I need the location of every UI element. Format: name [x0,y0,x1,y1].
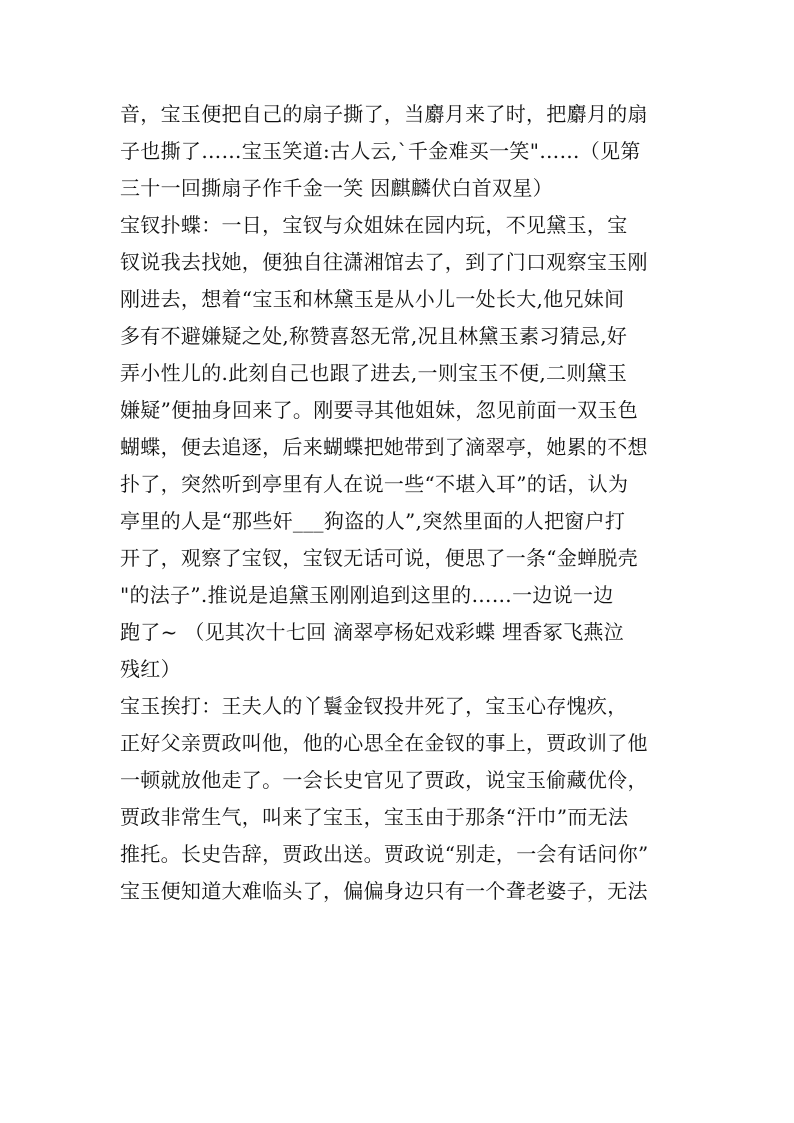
text-line: 推托。长史告辞，贾政出送。贾政说“别走，一会有话问你” [120,842,649,866]
text-line: 子也撕了……宝玉笑道:古人云,`千金难买一笑"……（见第 [120,139,641,163]
text-line: 钗说我去找她，便独自往潇湘馆去了，到了门口观察宝玉刚 [120,250,648,274]
text-line: 蝴蝶，便去追逐，后来蝴蝶把她带到了滴翠亭，她累的不想 [120,435,648,459]
text-line: 开了，观察了宝钗，宝钗无话可说，便思了一条“金蝉脱壳 [120,546,639,570]
text-line: 贾政非常生气，叫来了宝玉，宝玉由于那条“汗巾”而无法 [120,805,629,829]
text-line: 扑了，突然听到亭里有人在说一些“不堪入耳”的话，认为 [120,472,629,496]
text-line: 残红） [120,657,181,681]
text-line: 宝玉挨打：王夫人的丫鬟金钗投井死了，宝玉心存愧疚， [120,694,628,718]
text-line: 弄小性儿的.此刻自己也跟了进去,一则宝玉不便,二则黛玉 [120,361,628,385]
text-line: 嫌疑”便抽身回来了。刚要寻其他姐妹，忽见前面一双玉色 [120,398,639,422]
text-line: 宝玉便知道大难临头了，偏偏身边只有一个聋老婆子，无法 [120,879,648,903]
text-line: 多有不避嫌疑之处,称赞喜怒无常,况且林黛玉素习猜忌,好 [120,324,628,348]
text-line: 一顿就放他走了。一会长史官见了贾政，说宝玉偷藏优伶， [120,768,648,792]
text-line: 刚进去，想着“宝玉和林黛玉是从小儿一处长大,他兄妹间 [120,287,625,311]
text-line: 三十一回撕扇子作千金一笑 因麒麟伏白首双星） [120,176,553,200]
text-line: 亭里的人是“那些奸___狗盗的人”,突然里面的人把窗户打 [120,509,626,533]
text-line: 正好父亲贾政叫他，他的心思全在金钗的事上，贾政训了他 [120,731,648,755]
text-line: 跑了~ （见其次十七回 滴翠亭杨妃戏彩蝶 埋香冢飞燕泣 [120,620,624,644]
text-line: 宝钗扑蝶：一日，宝钗与众姐妹在园内玩，不见黛玉，宝 [120,213,628,237]
body-text [120,96,690,910]
text-line: 音，宝玉便把自己的扇子撕了，当麝月来了时，把麝月的扇 [120,102,648,126]
text-line: "的法子”.推说是追黛玉刚刚追到这里的……一边说一边 [120,583,614,607]
